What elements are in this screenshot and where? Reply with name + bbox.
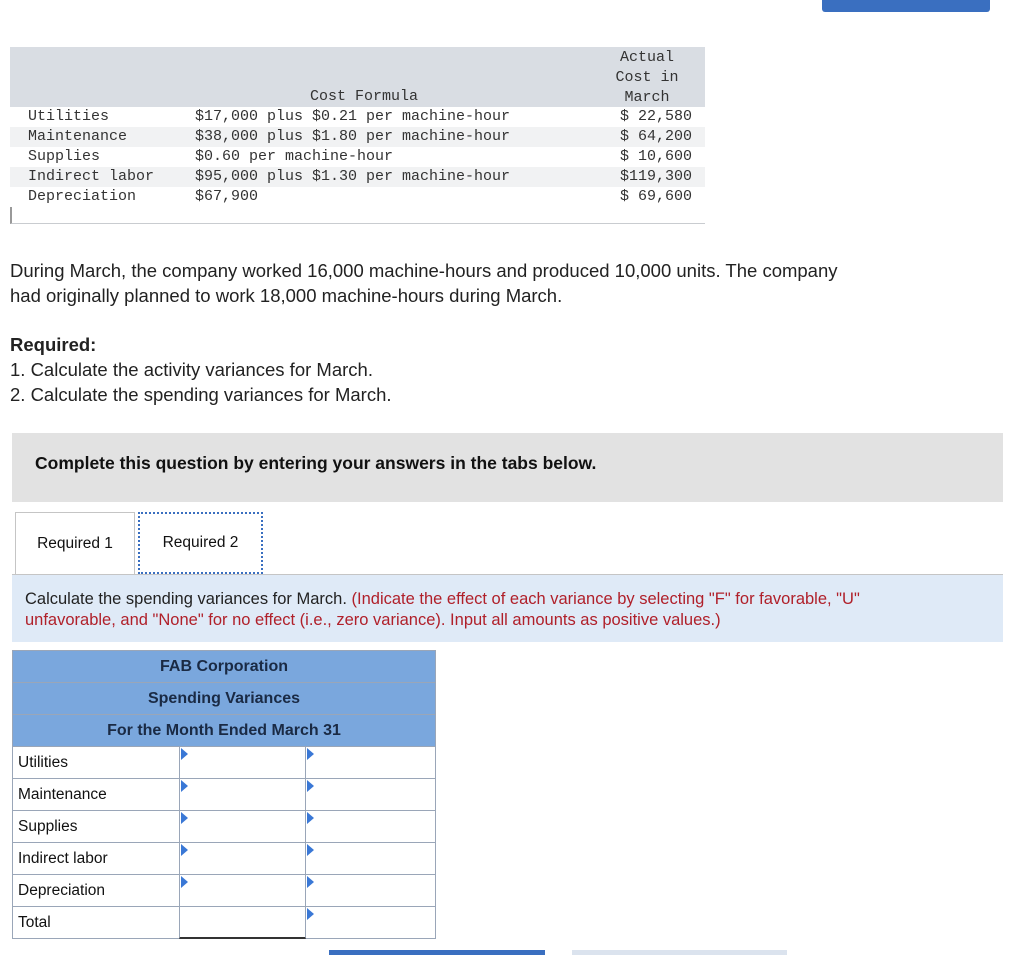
row-label: Utilities [18, 754, 68, 771]
instruction-note-2: unfavorable, and "None" for no effect (i.e., zero variance). Input all amounts as positive values.) [25, 611, 721, 629]
amount-input[interactable] [179, 779, 306, 810]
cost-formula: $38,000 plus $1.80 per machine-hour [195, 128, 511, 145]
table-row [13, 875, 435, 907]
instruction-panel [12, 574, 1003, 642]
row-label: Supplies [18, 818, 78, 835]
input-marker-icon [181, 780, 188, 792]
cost-formula-header: Cost Formula [310, 88, 419, 105]
instructions-banner [12, 433, 1003, 502]
table-row [13, 811, 435, 843]
dropdown-marker-icon [307, 780, 314, 792]
actual-header-line1: Actual [619, 49, 674, 66]
effect-select[interactable] [306, 843, 434, 874]
effect-select[interactable] [306, 747, 434, 778]
effect-select[interactable] [306, 811, 434, 842]
cost-row [10, 147, 705, 167]
cost-formula: $67,900 [195, 188, 259, 205]
cost-row [10, 187, 705, 207]
required-item-1: 1. Calculate the activity variances for March. [10, 359, 373, 380]
required-item-2: 2. Calculate the spending variances for March. [10, 384, 392, 405]
cost-item: Utilities [28, 108, 110, 125]
table-row [13, 779, 435, 811]
actual-cost: $119,300 [619, 168, 692, 185]
total-amount-input[interactable] [179, 907, 306, 939]
prev-button[interactable] [329, 950, 545, 955]
dropdown-marker-icon [307, 812, 314, 824]
cost-row [10, 167, 705, 187]
effect-select[interactable] [306, 907, 434, 938]
instruction-main: Calculate the spending variances for March. [25, 590, 352, 608]
amount-input[interactable] [179, 875, 306, 906]
input-marker-icon [181, 812, 188, 824]
dropdown-marker-icon [307, 876, 314, 888]
actual-cost: $ 22,580 [619, 108, 692, 125]
instruction-note-1: (Indicate the effect of each variance by selecting "F" for favorable, "U" [351, 590, 860, 608]
tab-required-2[interactable]: Required 2 [138, 512, 263, 574]
top-nav-button[interactable] [822, 0, 990, 12]
cost-item: Maintenance [28, 128, 128, 145]
row-label: Depreciation [18, 882, 106, 899]
cost-item: Supplies [28, 148, 101, 165]
table-row [13, 843, 435, 875]
required-heading: Required: [10, 334, 97, 355]
actual-cost: $ 64,200 [619, 128, 692, 145]
amount-input[interactable] [179, 811, 306, 842]
actual-cost: $ 10,600 [619, 148, 692, 165]
cost-row [10, 127, 705, 147]
input-marker-icon [181, 748, 188, 760]
amount-input[interactable] [179, 843, 306, 874]
amount-input[interactable] [179, 747, 306, 778]
instruction-text [25, 589, 1010, 631]
input-marker-icon [181, 844, 188, 856]
actual-cost: $ 69,600 [619, 188, 692, 205]
report-period: For the Month Ended March 31 [13, 715, 435, 747]
cost-formula-table [10, 47, 705, 224]
table-row-total [13, 907, 435, 938]
dropdown-marker-icon [307, 908, 314, 920]
company-name: FAB Corporation [13, 651, 435, 683]
row-label: Indirect labor [18, 850, 108, 867]
actual-cost-header [602, 48, 692, 108]
dropdown-marker-icon [307, 748, 314, 760]
input-marker-icon [181, 876, 188, 888]
cost-row [10, 107, 705, 127]
cost-item: Indirect labor [28, 168, 155, 185]
required-section [10, 332, 392, 407]
cost-item: Depreciation [28, 188, 137, 205]
intro-line1: During March, the company worked 16,000 machine-hours and produced 10,000 units. The company [10, 260, 838, 281]
cost-formula: $17,000 plus $0.21 per machine-hour [195, 108, 511, 125]
tab-required-1[interactable]: Required 1 [15, 512, 135, 574]
row-label: Total [18, 914, 51, 931]
row-label: Maintenance [18, 786, 107, 803]
actual-header-line2: Cost in [615, 69, 679, 86]
banner-text: Complete this question by entering your answers in the tabs below. [35, 453, 597, 473]
cost-formula: $95,000 plus $1.30 per machine-hour [195, 168, 511, 185]
intro-line2: had originally planned to work 18,000 machine-hours during March. [10, 285, 563, 306]
effect-select[interactable] [306, 875, 434, 906]
table-row [13, 747, 435, 779]
intro-paragraph [10, 258, 838, 308]
actual-header-line3: March [624, 89, 670, 106]
cost-table-header [10, 47, 705, 107]
spending-variances-table [12, 650, 436, 939]
report-title: Spending Variances [13, 683, 435, 715]
effect-select[interactable] [306, 779, 434, 810]
dropdown-marker-icon [307, 844, 314, 856]
next-button[interactable] [572, 950, 787, 955]
cost-formula: $0.60 per machine-hour [195, 148, 394, 165]
cost-table-footer [10, 207, 705, 224]
